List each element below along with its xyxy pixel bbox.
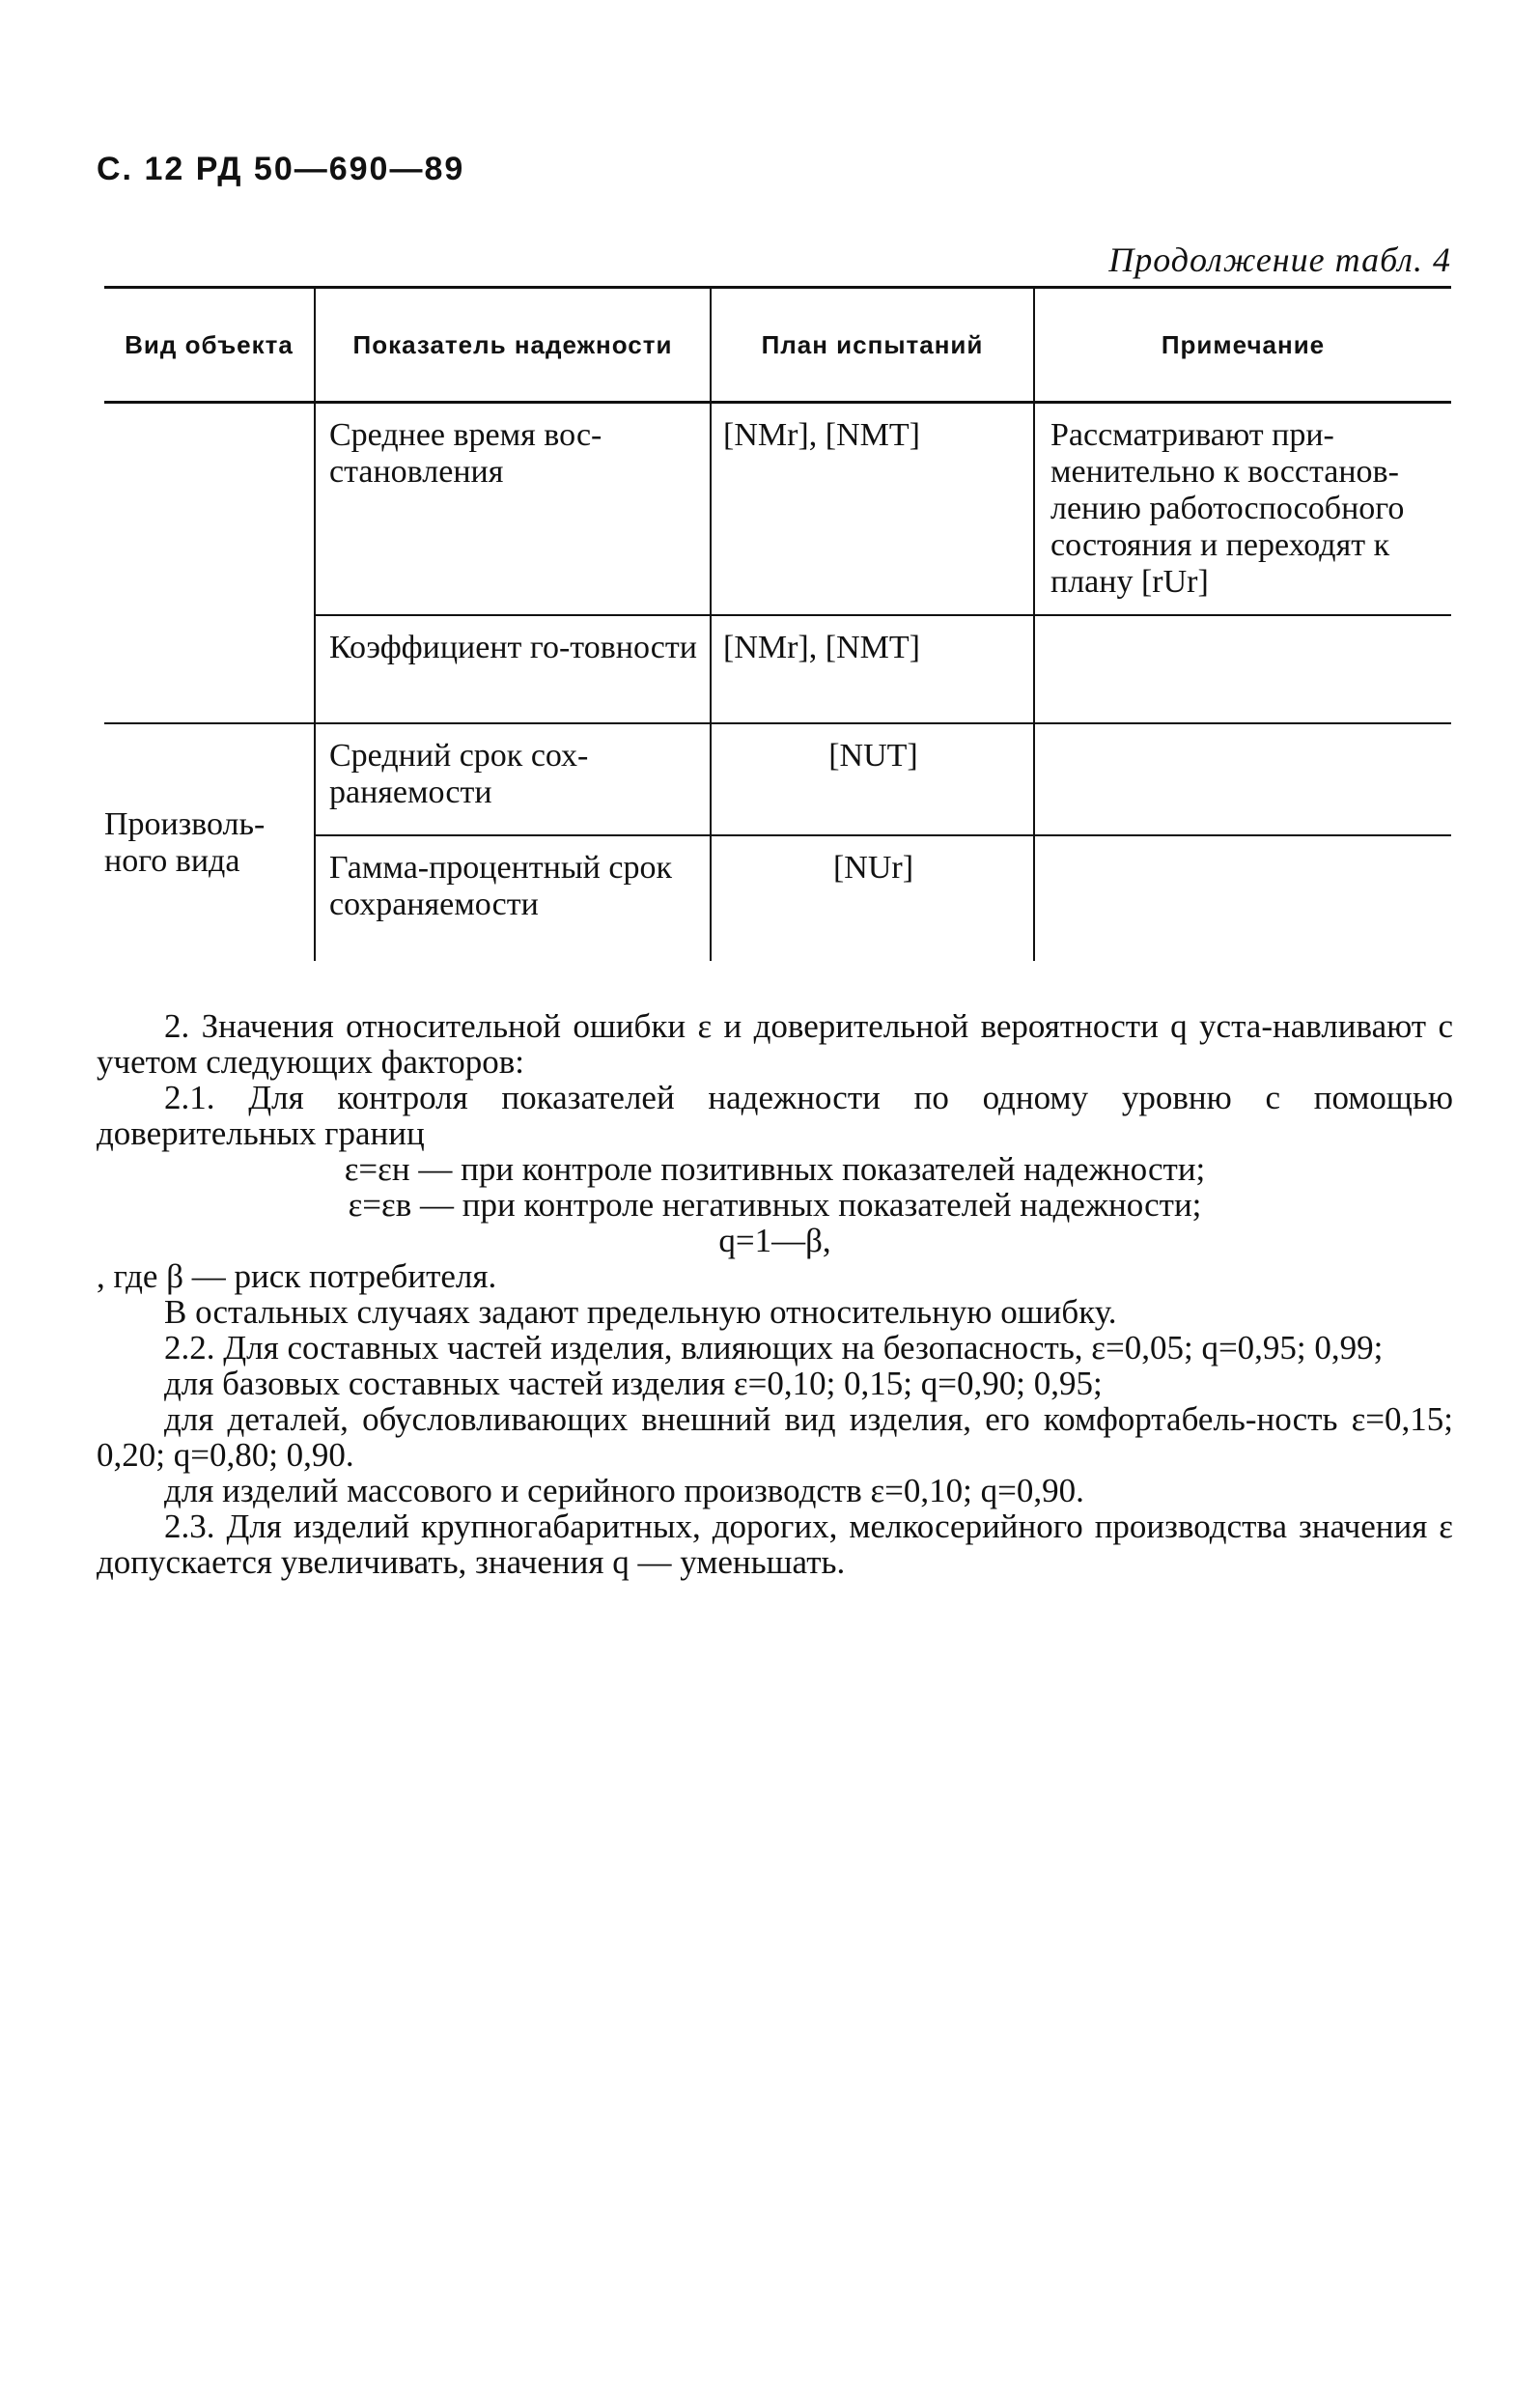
object-kind-cell: Произволь-ного вида	[104, 805, 266, 879]
object-kind-cell	[104, 403, 315, 724]
table-row	[104, 403, 1451, 616]
indicator-cell: Среднее время вос-становления	[315, 403, 711, 616]
note-cell	[1034, 723, 1451, 835]
table-header-row	[104, 288, 1451, 403]
paragraph-2-1: 2.1. Для контроля показателей надежности по одному уровню с помощью доверительных границ	[97, 1079, 1453, 1152]
body-text	[97, 1008, 1453, 1580]
test-plan-cell: [NMr], [NMT]	[711, 403, 1034, 616]
paragraph-other: В остальных случаях задают предельную относительную ошибку.	[164, 1293, 1117, 1331]
column-header-object-kind: Вид объекта	[104, 288, 315, 403]
test-plan-cell: [NMr], [NMT]	[711, 615, 1034, 723]
indicator-cell: Коэффициент го-товности	[315, 615, 711, 723]
column-header-indicator: Показатель надежности	[315, 288, 711, 403]
test-plan-cell: [NUT]	[711, 723, 1034, 835]
paragraph-where: , где β — риск потребителя.	[97, 1257, 497, 1295]
paragraph-2-2-base: для базовых составных частей изделия ε=0,10; 0,15; q=0,90; 0,95;	[164, 1365, 1103, 1402]
page-header: С. 12 РД 50—690—89	[97, 151, 465, 187]
paragraph-2: 2. Значения относительной ошибки ε и доверительной вероятности q уста-навливают с учетом следующих факторов:	[97, 1007, 1453, 1081]
indicator-cell: Гамма-процентный срок сохраняемости	[315, 835, 711, 961]
reliability-table	[104, 286, 1451, 961]
formula-q: q=1—β,	[718, 1222, 831, 1259]
paragraph-2-2-details: для деталей, обусловливающих внешний вид изделия, его комфортабель-ность ε=0,15; 0,20; q=0,80; 0,90.	[97, 1400, 1453, 1474]
note-cell	[1034, 615, 1451, 723]
formula-lower: ε=εн — при контроле позитивных показателей надежности;	[344, 1150, 1206, 1188]
column-header-test-plan: План испытаний	[711, 288, 1034, 403]
table-row	[104, 723, 1451, 835]
formula-upper: ε=εв — при контроле негативных показателей надежности;	[348, 1186, 1202, 1224]
indicator-cell: Средний срок сох-раняемости	[315, 723, 711, 835]
test-plan-cell: [NUr]	[711, 835, 1034, 961]
column-header-note: Примечание	[1034, 288, 1451, 403]
table-continuation-label: Продолжение табл. 4	[1108, 240, 1451, 279]
paragraph-2-2-mass: для изделий массового и серийного производств ε=0,10; q=0,90.	[164, 1472, 1084, 1509]
paragraph-2-2: 2.2. Для составных частей изделия, влияющих на безопасность, ε=0,05; q=0,95; 0,99;	[164, 1329, 1384, 1367]
paragraph-2-3: 2.3. Для изделий крупногабаритных, дорогих, мелкосерийного производства значения ε допускается увеличивать, значения q — уменьшать.	[97, 1507, 1453, 1581]
note-cell: Рассматривают при-менительно к восстанов-лению работоспособного состояния и переходят к плану [rUr]	[1034, 403, 1451, 616]
note-cell	[1034, 835, 1451, 961]
